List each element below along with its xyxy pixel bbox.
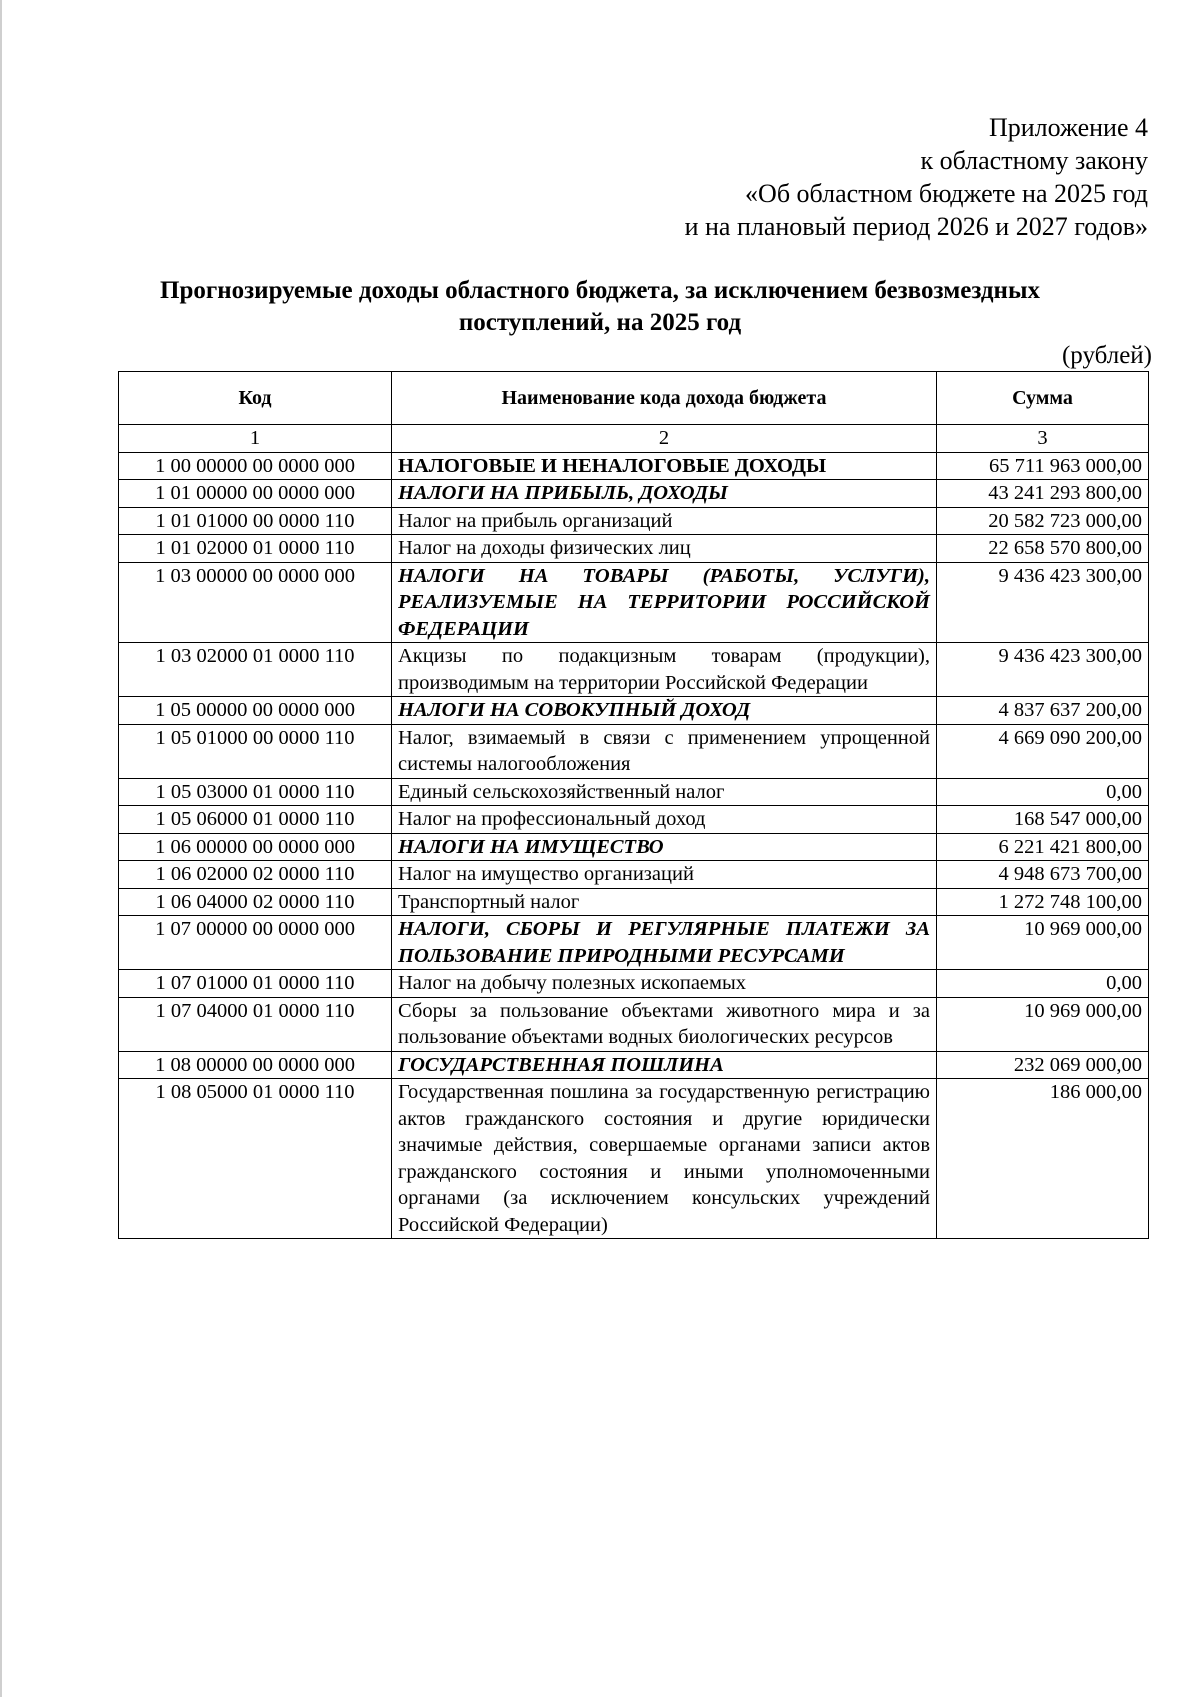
row-code: 1 06 02000 02 0000 110 — [119, 861, 392, 889]
row-code: 1 03 02000 01 0000 110 — [119, 643, 392, 697]
table-row — [119, 643, 1149, 697]
row-code: 1 07 01000 01 0000 110 — [119, 970, 392, 998]
row-amount: 9 436 423 300,00 — [937, 562, 1149, 643]
table-row — [119, 697, 1149, 725]
row-amount: 1 272 748 100,00 — [937, 888, 1149, 916]
table-row — [119, 480, 1149, 508]
row-name: Государственная пошлина за государственную регистрацию актов гражданского состояния и другие юридически значимые действия, совершаемые органами записи актов гражданского состояния и иными уполномоченными органами (за исключением консульских учреждений Российской Федерации) — [392, 1079, 937, 1239]
appendix-line-1: Приложение 4 — [988, 113, 1148, 142]
revenue-table — [118, 371, 1149, 1239]
appendix-line-4: и на плановый период 2026 и 2027 годов» — [684, 212, 1148, 241]
row-code: 1 01 02000 01 0000 110 — [119, 535, 392, 563]
table-row — [119, 806, 1149, 834]
row-code: 1 05 03000 01 0000 110 — [119, 778, 392, 806]
column-number-3: 3 — [937, 425, 1149, 453]
document-title-line-1: Прогнозируемые доходы областного бюджета, за исключением безвозмездных — [160, 277, 1040, 304]
row-name: Налог на имущество организаций — [392, 861, 937, 889]
header-amount: Сумма — [937, 372, 1149, 425]
row-name: Налог, взимаемый в связи с применением упрощенной системы налогообложения — [392, 724, 937, 778]
row-name: НАЛОГИ, СБОРЫ И РЕГУЛЯРНЫЕ ПЛАТЕЖИ ЗА ПОЛЬЗОВАНИЕ ПРИРОДНЫМИ РЕСУРСАМИ — [392, 916, 937, 970]
row-code: 1 03 00000 00 0000 000 — [119, 562, 392, 643]
row-code: 1 06 04000 02 0000 110 — [119, 888, 392, 916]
table-row — [119, 724, 1149, 778]
table-row — [119, 778, 1149, 806]
column-number-1: 1 — [119, 425, 392, 453]
table-row — [119, 888, 1149, 916]
header-code: Код — [119, 372, 392, 425]
table-row — [119, 916, 1149, 970]
row-amount: 0,00 — [937, 970, 1149, 998]
row-name: НАЛОГИ НА ИМУЩЕСТВО — [392, 833, 937, 861]
row-name: Налог на добычу полезных ископаемых — [392, 970, 937, 998]
row-code: 1 05 06000 01 0000 110 — [119, 806, 392, 834]
row-amount: 4 837 637 200,00 — [937, 697, 1149, 725]
table-row — [119, 997, 1149, 1051]
table-row — [119, 833, 1149, 861]
document-title — [100, 275, 1100, 339]
row-amount: 20 582 723 000,00 — [937, 507, 1149, 535]
table-row — [119, 535, 1149, 563]
row-amount: 43 241 293 800,00 — [937, 480, 1149, 508]
row-name: Единый сельскохозяйственный налог — [392, 778, 937, 806]
appendix-header — [685, 111, 1148, 243]
table-body — [119, 425, 1149, 1239]
row-code: 1 05 01000 00 0000 110 — [119, 724, 392, 778]
row-name: ГОСУДАРСТВЕННАЯ ПОШЛИНА — [392, 1051, 937, 1079]
row-amount: 22 658 570 800,00 — [937, 535, 1149, 563]
row-amount: 0,00 — [937, 778, 1149, 806]
row-code: 1 01 01000 00 0000 110 — [119, 507, 392, 535]
table-row — [119, 1051, 1149, 1079]
row-name: НАЛОГИ НА ТОВАРЫ (РАБОТЫ, УСЛУГИ), РЕАЛИЗУЕМЫЕ НА ТЕРРИТОРИИ РОССИЙСКОЙ ФЕДЕРАЦИИ — [392, 562, 937, 643]
table-row — [119, 861, 1149, 889]
row-name: Транспортный налог — [392, 888, 937, 916]
row-amount: 10 969 000,00 — [937, 997, 1149, 1051]
row-code: 1 05 00000 00 0000 000 — [119, 697, 392, 725]
header-name: Наименование кода дохода бюджета — [392, 372, 937, 425]
table-header-row — [119, 372, 1149, 425]
row-name: Сборы за пользование объектами животного мира и за пользование объектами водных биологических ресурсов — [392, 997, 937, 1051]
column-number-row — [119, 425, 1149, 453]
row-amount: 232 069 000,00 — [937, 1051, 1149, 1079]
appendix-line-3: «Об областном бюджете на 2025 год — [745, 179, 1148, 208]
row-amount: 186 000,00 — [937, 1079, 1149, 1239]
row-amount: 4 669 090 200,00 — [937, 724, 1149, 778]
row-amount: 65 711 963 000,00 — [937, 452, 1149, 480]
table-row — [119, 1079, 1149, 1239]
row-code: 1 01 00000 00 0000 000 — [119, 480, 392, 508]
row-name: Налог на доходы физических лиц — [392, 535, 937, 563]
row-amount: 9 436 423 300,00 — [937, 643, 1149, 697]
row-name: Налог на прибыль организаций — [392, 507, 937, 535]
row-name: НАЛОГОВЫЕ И НЕНАЛОГОВЫЕ ДОХОДЫ — [392, 452, 937, 480]
appendix-line-2: к областному закону — [920, 146, 1148, 175]
row-amount: 10 969 000,00 — [937, 916, 1149, 970]
currency-unit: (рублей) — [1061, 342, 1152, 369]
row-name: Налог на профессиональный доход — [392, 806, 937, 834]
document-title-line-2: поступлений, на 2025 год — [458, 309, 742, 336]
row-code: 1 08 05000 01 0000 110 — [119, 1079, 392, 1239]
page-left-edge — [0, 0, 2, 1697]
table-row — [119, 970, 1149, 998]
row-code: 1 06 00000 00 0000 000 — [119, 833, 392, 861]
column-number-2: 2 — [392, 425, 937, 453]
row-amount: 6 221 421 800,00 — [937, 833, 1149, 861]
row-code: 1 00 00000 00 0000 000 — [119, 452, 392, 480]
row-name: НАЛОГИ НА СОВОКУПНЫЙ ДОХОД — [392, 697, 937, 725]
row-code: 1 07 00000 00 0000 000 — [119, 916, 392, 970]
row-name: НАЛОГИ НА ПРИБЫЛЬ, ДОХОДЫ — [392, 480, 937, 508]
row-code: 1 07 04000 01 0000 110 — [119, 997, 392, 1051]
row-amount: 168 547 000,00 — [937, 806, 1149, 834]
row-code: 1 08 00000 00 0000 000 — [119, 1051, 392, 1079]
table-row — [119, 452, 1149, 480]
table-row — [119, 507, 1149, 535]
row-amount: 4 948 673 700,00 — [937, 861, 1149, 889]
table-row — [119, 562, 1149, 643]
row-name: Акцизы по подакцизным товарам (продукции), производимым на территории Российской Федерации — [392, 643, 937, 697]
